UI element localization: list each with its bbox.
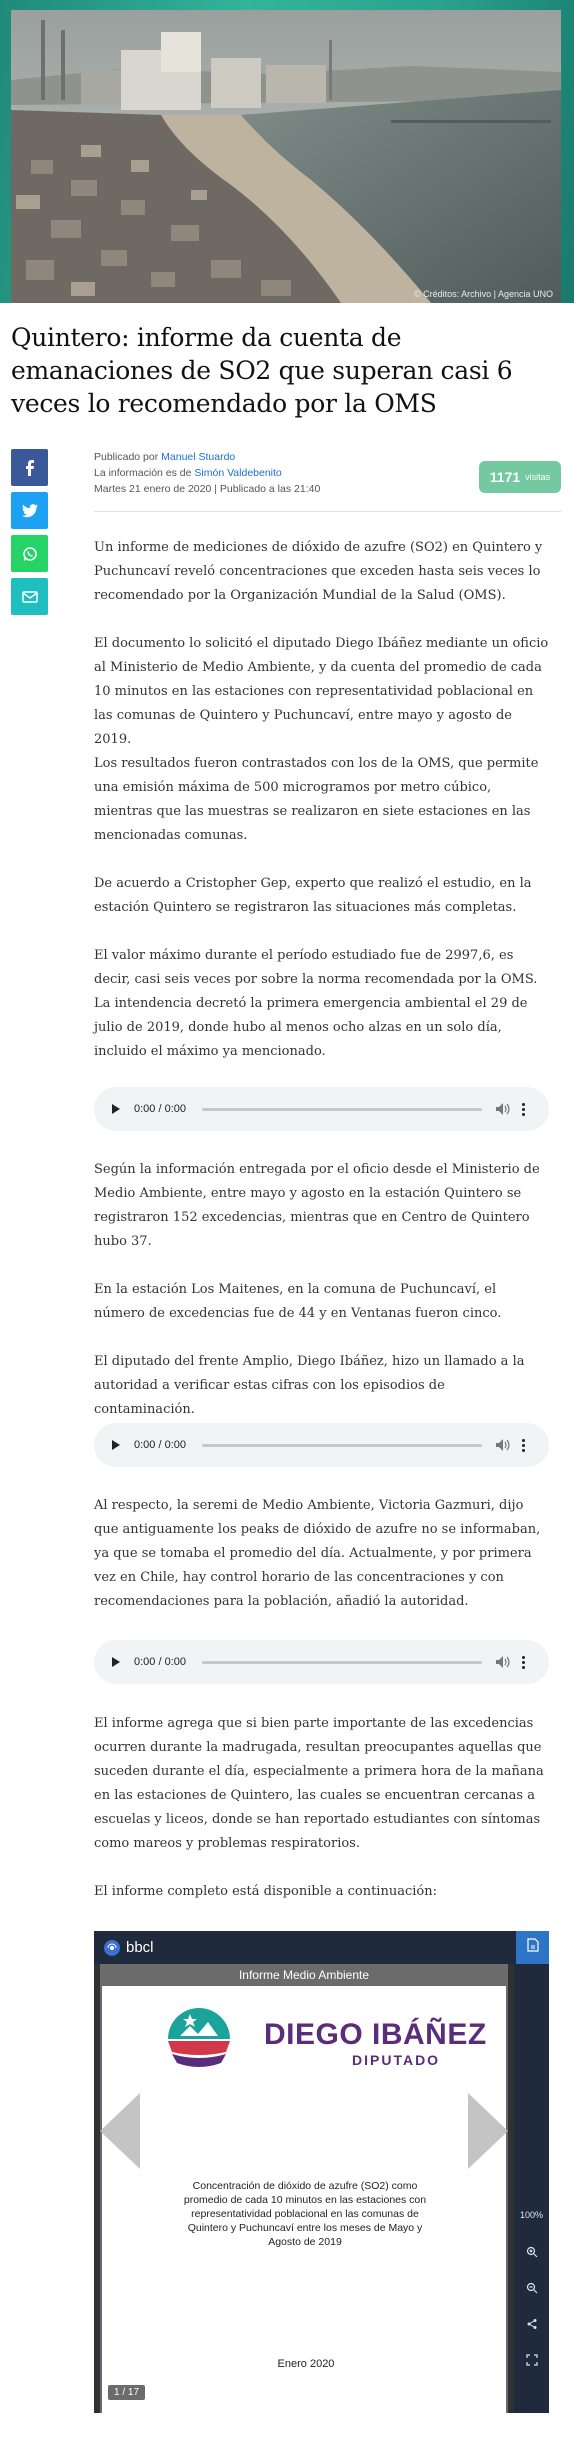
document-date: Enero 2020 [277,2358,335,2370]
more-options-icon[interactable] [522,1656,525,1669]
audio-time: 0:00 / 0:00 [134,1103,186,1115]
previous-page-arrow[interactable] [100,2093,140,2169]
hero [0,0,574,303]
zoom-level: 100% [519,2210,544,2220]
audio-player[interactable] [94,1087,549,1131]
audio-player[interactable] [94,1423,549,1467]
document-author-name: DIEGO IBÁÑEZ [264,2018,487,2051]
article-paragraph: En la estación Los Maitenes, en la comuna de Puchuncaví, el número de excedencias fue de 44 y en Ventanas fueron cinco. [94,1282,502,1321]
article-paragraph: El documento lo solicitó el diputado Diego Ibáñez mediante un oficio al Ministerio de Medio Ambiente, y da cuenta del promedio de cada 10 minutos en las estaciones con representatividad poblacional en las comunas de Quintero y Puchuncaví, entre mayo y agosto de 2019. [94,636,549,747]
play-icon[interactable] [112,1104,120,1114]
article-paragraph: El diputado del frente Amplio, Diego Ibáñez, hizo un llamado a la autoridad a verificar estas cifras con los episodios de contaminación. [94,1354,525,1417]
divider [94,511,561,512]
play-icon[interactable] [112,1440,120,1450]
audio-progress-track[interactable] [202,1108,482,1111]
hero-photo [11,10,561,303]
zoom-out-icon[interactable] [514,2282,549,2296]
pdf-icon [527,1938,539,1957]
viewer-brand-label: bbcl [126,1939,154,1956]
published-by-label: Publicado por [94,451,159,463]
audio-player[interactable] [94,1640,549,1684]
whatsapp-icon [22,546,38,562]
article-headline: Quintero: informe da cuenta de emanaciones de SO2 que superan casi 6 veces lo recomendado por la OMS [11,323,513,418]
share-twitter-button[interactable] [11,492,48,529]
viewer-sidebar [514,1964,549,2413]
share-facebook-button[interactable] [11,449,48,486]
fullscreen-icon[interactable] [514,2354,549,2368]
visits-label: visitas [525,472,551,482]
article-paragraph: El valor máximo durante el período estudiado fue de 2997,6, es decir, casi seis veces por sobre la norma recomendada por la OMS. La intendencia decretó la primera emergencia ambiental el 29 de julio de 2019, donde hubo al menos ocho alzas en un solo día, incluido el máximo ya mencionado. [94,948,538,1059]
download-pdf-button[interactable] [516,1931,549,1964]
volume-icon[interactable] [496,1655,510,1669]
twitter-icon [22,504,38,518]
article-paragraph: Al respecto, la seremi de Medio Ambiente, Victoria Gazmuri, dijo que antiguamente los peaks de dióxido de azufre no se informaban, ya que se tomaba el promedio del día. Actualmente, y por primera vez en Chile, hay control horario de las concentraciones y con recomendaciones para la población, añadió la autoridad. [94,1498,541,1609]
email-icon [22,591,38,603]
facebook-icon [23,460,37,476]
document-viewer[interactable] [94,1931,549,2413]
document-description: Concentración de dióxido de azufre (SO2) como promedio de cada 10 minutos en las estaciones con representatividad poblacional en las comunas de Quintero y Puchuncaví entre los meses de Mayo y Agosto de 2019 [183,2180,427,2248]
audio-progress-track[interactable] [202,1661,482,1664]
article-paragraph: El informe agrega que si bien parte importante de las excedencias ocurren durante la madrugada, resultan preocupantes aquellas que suceden durante el día, especialmente a primera hora de la mañana en las estaciones de Quintero, las cuales se encuentran cercanas a escuelas y liceos, donde se han reportado estudiantes con síntomas como mareos y problemas respiratorios. [94,1716,544,1851]
article-paragraph: Un informe de mediciones de dióxido de azufre (SO2) en Quintero y Puchuncaví reveló concentraciones que exceden hasta seis veces lo recomendado por la Organización Mundial de la Salud (OMS). [94,540,543,603]
visits-badge [479,461,561,493]
document-title: Informe Medio Ambiente [100,1964,508,1986]
volume-icon[interactable] [496,1438,510,1452]
photo-credit: © Créditos: Archivo | Agencia UNO [413,289,553,299]
date-line: Martes 21 enero de 2020 | Publicado a las 21:40 [94,483,321,495]
audio-progress-track[interactable] [202,1444,482,1447]
audio-time: 0:00 / 0:00 [134,1439,186,1451]
audio-time: 0:00 / 0:00 [134,1656,186,1668]
info-label: La información es de [94,467,192,479]
next-page-arrow[interactable] [468,2093,508,2169]
visits-count: 1171 [489,469,521,485]
radio-logo-icon [104,1940,120,1956]
more-options-icon[interactable] [522,1103,525,1116]
play-icon[interactable] [112,1657,120,1667]
viewer-brand [104,1939,154,1956]
document-author-role: DIPUTADO [352,2052,441,2068]
article-paragraph: De acuerdo a Cristopher Gep, experto que realizó el estudio, en la estación Quintero se registraron las situaciones más completas. [94,876,532,915]
share-email-button[interactable] [11,578,48,615]
share-whatsapp-button[interactable] [11,535,48,572]
deputy-logo [166,2008,232,2075]
share-icon[interactable] [514,2318,549,2332]
source-link[interactable]: Simón Valdebenito [194,467,282,479]
article-paragraph: Los resultados fueron contrastados con los de la OMS, que permite una emisión máxima de 500 microgramos por metro cúbico, mientras que las muestras se realizaron en siete estaciones en las mencionadas comunas. [94,756,539,843]
author-link[interactable]: Manuel Stuardo [161,451,236,463]
article-paragraph: Según la información entregada por el oficio desde el Ministerio de Medio Ambiente, entre mayo y agosto en la estación Quintero se registraron 152 excedencias, mientras que en Centro de Quintero hubo 37. [94,1162,540,1249]
zoom-in-icon[interactable] [514,2246,549,2260]
document-page [100,1986,508,2413]
viewer-toolbar [94,1931,549,1964]
page-counter: 1 / 17 [108,2385,145,2400]
volume-icon[interactable] [496,1102,510,1116]
article-paragraph: El informe completo está disponible a continuación: [94,1884,437,1899]
more-options-icon[interactable] [522,1439,525,1452]
